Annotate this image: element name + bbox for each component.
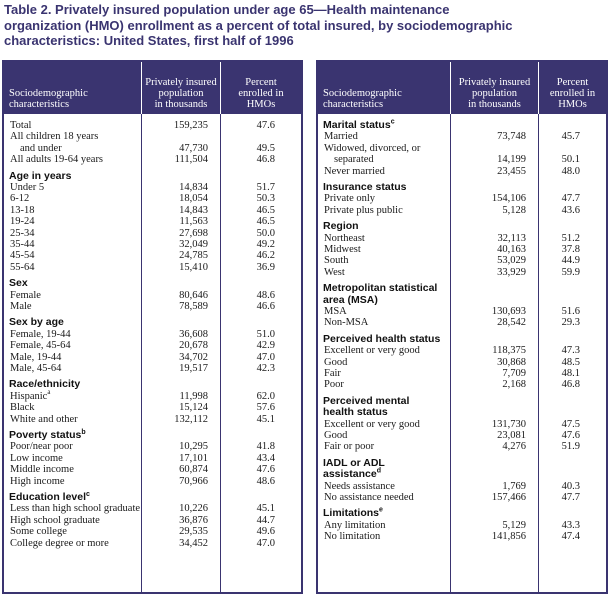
section-heading: [318, 182, 606, 193]
section-label: Perceived mental: [323, 394, 410, 407]
population-cell: 32,049: [179, 239, 208, 250]
row-label: Low income: [10, 452, 63, 464]
row-label: White and other: [10, 413, 78, 425]
table-row: [318, 357, 606, 368]
section-label: Education level: [9, 491, 87, 503]
table-row: [318, 205, 606, 216]
percent-cell: 47.4: [561, 531, 580, 543]
header-characteristics: Sociodemographic characteristics: [323, 88, 402, 110]
row-label: Poor: [324, 379, 344, 391]
percent-cell: 45.1: [256, 413, 275, 425]
title-line-2: organization (HMO) enrollment as a percent of total insured, by sociodemographic: [4, 17, 513, 33]
section-label: Race/ethnicity: [9, 378, 81, 391]
population-cell: 11,563: [179, 216, 208, 228]
table-row: [4, 388, 301, 402]
row-label: Male, 19-44: [10, 351, 62, 363]
footnote-marker: c: [390, 118, 395, 126]
row-label: Male, 45-64: [10, 363, 62, 374]
population-cell: 15,124: [179, 402, 208, 414]
table-row: [318, 368, 606, 379]
table-row: [4, 538, 301, 549]
footnote-marker: a: [47, 388, 51, 397]
table-row: [318, 193, 606, 204]
row-label: High income: [10, 475, 65, 487]
population-cell: 70,966: [179, 475, 208, 487]
row-label: Excellent or very good: [324, 418, 420, 430]
percent-cell: 51.0: [256, 328, 275, 340]
table-title: [4, 2, 604, 49]
row-label: Widowed, divorced, or: [324, 142, 421, 154]
row-label: Private only: [324, 193, 376, 205]
percent-cell: 46.8: [256, 154, 275, 166]
row-label: Less than high school graduate: [10, 503, 141, 515]
header-characteristics: Sociodemographic characteristics: [9, 88, 88, 110]
table-row: [4, 329, 301, 340]
section-label-wrap: [323, 469, 381, 480]
percent-cell: 51.2: [561, 232, 580, 244]
percent-cell: 44.7: [256, 514, 275, 526]
table-row: [318, 317, 606, 328]
percent-cell: 42.3: [256, 363, 275, 374]
row-label: Middle income: [10, 464, 74, 476]
table-row: [4, 414, 301, 425]
row-label: South: [324, 255, 349, 267]
table-row: [318, 233, 606, 244]
row-label: 19-24: [10, 216, 35, 228]
row-label: MSA: [324, 306, 347, 317]
table-row: [318, 345, 606, 356]
population-cell: 18,054: [179, 193, 208, 205]
percent-cell: 29.3: [561, 317, 580, 329]
table-row: [4, 239, 301, 250]
section-label: Marital status: [323, 119, 391, 131]
table-row: [4, 290, 301, 301]
section-heading: [318, 407, 606, 418]
footnote-marker: c: [86, 490, 90, 498]
footnote-marker: b: [81, 428, 86, 436]
table-row: [4, 352, 301, 363]
row-label: High school graduate: [10, 514, 100, 526]
population-cell: 159,235: [173, 120, 208, 131]
section-label: IADL or ADL: [323, 456, 385, 469]
section-heading: [4, 171, 301, 182]
table-row: [4, 131, 301, 142]
table-row: [4, 205, 301, 216]
section-label-wrap: [9, 430, 86, 441]
section-label: Sex: [9, 277, 28, 290]
row-label: 55-64: [10, 261, 35, 273]
population-cell: 157,466: [491, 492, 526, 503]
section-label: health status: [323, 406, 388, 419]
table-row: [4, 262, 301, 273]
section-heading: [318, 508, 606, 519]
percent-cell: 46.8: [561, 379, 580, 391]
table-row: [318, 244, 606, 255]
row-label: Midwest: [324, 244, 361, 255]
population-cell: 14,834: [179, 182, 208, 193]
section-label: Metropolitan statistical: [323, 282, 438, 295]
row-label: Fair or poor: [324, 441, 375, 453]
left-table-header: [4, 62, 301, 114]
row-label: 35-44: [10, 239, 35, 250]
table-row: [318, 255, 606, 266]
table-row: [4, 301, 301, 312]
row-label: 25-34: [10, 227, 35, 239]
population-cell: 20,678: [179, 340, 208, 352]
population-cell: 5,128: [502, 204, 526, 216]
percent-cell: 47.5: [561, 418, 580, 430]
percent-cell: 49.2: [256, 239, 275, 250]
table-row: [4, 228, 301, 239]
population-cell: 7,709: [502, 368, 526, 379]
population-cell: 154,106: [491, 193, 526, 205]
section-heading: [318, 334, 606, 345]
left-table-panel: [2, 60, 303, 594]
population-cell: 15,410: [179, 261, 208, 273]
percent-cell: 47.6: [256, 464, 275, 476]
percent-cell: 48.5: [561, 356, 580, 368]
table-row: [4, 250, 301, 261]
row-label: Poor/near poor: [10, 441, 73, 453]
row-label: Female, 45-64: [10, 340, 71, 352]
table-row: [4, 154, 301, 165]
percent-cell: 49.6: [256, 526, 275, 538]
percent-cell: 45.1: [256, 503, 275, 515]
section-label: Region: [323, 220, 359, 233]
row-label: and under: [20, 142, 62, 154]
percent-cell: 50.3: [256, 193, 275, 205]
section-label-wrap: [323, 120, 395, 131]
percent-cell: 50.0: [256, 227, 275, 239]
percent-cell: 62.0: [256, 390, 275, 402]
section-heading: [4, 492, 301, 503]
table-row: [318, 430, 606, 441]
header-percent: Percent enrolled in HMOs: [238, 77, 284, 110]
section-heading: [318, 283, 606, 294]
title-line-3: characteristics: United States, first half of 1996: [4, 33, 294, 48]
section-label: Sex by age: [9, 316, 64, 329]
percent-cell: 59.9: [561, 266, 580, 278]
table-row: [318, 143, 606, 154]
section-label: Poverty status: [9, 429, 82, 441]
population-cell: 118,375: [492, 345, 526, 357]
percent-cell: 50.1: [561, 154, 580, 166]
population-cell: 11,998: [179, 390, 208, 402]
table-row: [4, 216, 301, 227]
percent-cell: 45.7: [561, 131, 580, 143]
population-cell: 1,769: [502, 480, 526, 492]
table-row: [318, 154, 606, 165]
population-cell: 60,874: [179, 464, 208, 476]
right-table-panel: [316, 60, 608, 594]
row-label: Fair: [324, 368, 341, 379]
population-cell: 24,785: [179, 250, 208, 262]
population-cell: 73,748: [497, 131, 526, 143]
population-cell: 14,199: [497, 154, 526, 166]
population-cell: 53,029: [497, 255, 526, 267]
table-row: [318, 306, 606, 317]
population-cell: 23,455: [497, 165, 526, 177]
section-heading: [318, 469, 606, 480]
percent-cell: 43.6: [561, 204, 580, 216]
percent-cell: 42.9: [256, 340, 275, 352]
population-cell: 19,517: [179, 363, 208, 374]
table-row: [318, 166, 606, 177]
population-cell: 28,542: [497, 317, 526, 329]
table-row: [4, 441, 301, 452]
percent-cell: 47.7: [561, 492, 580, 503]
percent-cell: 49.5: [256, 142, 275, 154]
percent-cell: 46.2: [256, 250, 275, 262]
right-table-body: [318, 114, 606, 592]
section-heading: [318, 120, 606, 131]
table-row: [4, 340, 301, 351]
population-cell: 32,113: [497, 232, 526, 244]
row-label: Female: [10, 289, 41, 301]
row-label: Good: [324, 430, 348, 441]
section-heading: [318, 396, 606, 407]
section-label-wrap: [9, 492, 90, 503]
population-cell: 10,226: [179, 503, 208, 515]
header-population: Privately insured population in thousands: [145, 77, 217, 110]
row-label: Male: [10, 301, 32, 312]
population-cell: 47,730: [179, 142, 208, 154]
row-label: Good: [324, 356, 348, 368]
table-row: [4, 503, 301, 514]
section-label: Perceived health status: [323, 332, 441, 345]
population-cell: 40,163: [497, 244, 526, 255]
section-label: Insurance status: [323, 181, 407, 193]
section-label: assistance: [323, 468, 377, 481]
table-row: [4, 464, 301, 475]
percent-cell: 36.9: [256, 261, 275, 273]
footnote-marker: e: [379, 506, 383, 514]
population-cell: 111,504: [174, 154, 208, 166]
row-label: No limitation: [324, 531, 381, 543]
table-row: [318, 520, 606, 531]
left-table-body: [4, 114, 301, 592]
percent-cell: 57.6: [256, 402, 275, 414]
table-row: [4, 402, 301, 413]
row-label: Total: [10, 120, 32, 131]
table-row: [4, 453, 301, 464]
table-row: [4, 120, 301, 131]
table-row: [318, 267, 606, 278]
row-label: 13-18: [10, 204, 35, 216]
percent-cell: 43.4: [256, 452, 275, 464]
section-label-wrap: [323, 508, 383, 519]
percent-cell: 47.0: [256, 351, 275, 363]
percent-cell: 44.9: [561, 255, 580, 267]
population-cell: 23,081: [497, 430, 526, 441]
percent-cell: 51.7: [256, 182, 275, 193]
percent-cell: 41.8: [256, 441, 275, 453]
table-row: [4, 515, 301, 526]
row-label: separated: [334, 154, 374, 166]
row-label: Married: [324, 131, 358, 143]
percent-cell: 46.5: [256, 204, 275, 216]
percent-cell: 47.6: [256, 120, 275, 131]
table-row: [318, 441, 606, 452]
percent-cell: 48.6: [256, 289, 275, 301]
row-label: College degree or more: [10, 537, 109, 549]
row-label: Under 5: [10, 182, 45, 193]
row-label: Private plus public: [324, 204, 403, 216]
population-cell: 14,843: [179, 204, 208, 216]
row-label: Any limitation: [324, 519, 386, 531]
row-label: No assistance needed: [324, 492, 414, 503]
section-heading: [4, 430, 301, 441]
section-heading: [4, 278, 301, 289]
population-cell: 30,868: [497, 356, 526, 368]
percent-cell: 48.0: [561, 165, 580, 177]
population-cell: 36,876: [179, 514, 208, 526]
table-row: [4, 526, 301, 537]
population-cell: 10,295: [179, 441, 208, 453]
footnote-marker: d: [376, 467, 381, 475]
table-row: [4, 363, 301, 374]
population-cell: 34,452: [179, 537, 208, 549]
table-row: [318, 379, 606, 390]
population-cell: 2,168: [502, 379, 526, 391]
population-cell: 33,929: [497, 266, 526, 278]
population-cell: 141,856: [491, 531, 526, 543]
percent-cell: 48.1: [561, 368, 580, 379]
table-row: [318, 131, 606, 142]
header-percent: Percent enrolled in HMOs: [549, 77, 596, 110]
percent-cell: 43.3: [561, 519, 580, 531]
table-row: [4, 143, 301, 154]
table-row: [4, 182, 301, 193]
percent-cell: 47.7: [561, 193, 580, 205]
row-label: Non-MSA: [324, 317, 369, 329]
percent-cell: 37.8: [561, 244, 580, 255]
header-population: Privately insured population in thousands: [458, 77, 531, 110]
row-label: West: [324, 266, 345, 278]
row-label: Needs assistance: [324, 480, 395, 492]
population-cell: 80,646: [179, 289, 208, 301]
table-row: [4, 193, 301, 204]
table-row: [318, 419, 606, 430]
section-label: Age in years: [9, 169, 72, 182]
population-cell: 36,608: [179, 328, 208, 340]
row-label: Black: [10, 402, 35, 414]
percent-cell: 48.6: [256, 475, 275, 487]
row-label: All children 18 years: [10, 131, 99, 143]
population-cell: 5,129: [502, 519, 526, 531]
section-label: Limitations: [323, 507, 380, 520]
percent-cell: 47.3: [561, 345, 580, 357]
population-cell: 27,698: [179, 227, 208, 239]
population-cell: 130,693: [491, 306, 526, 317]
population-cell: 131,730: [491, 418, 526, 430]
title-line-1: Table 2. Privately insured population under age 65—Health maintenance: [4, 2, 450, 17]
row-label: Never married: [324, 165, 385, 177]
population-cell: 78,589: [179, 301, 208, 312]
population-cell: 34,702: [179, 351, 208, 363]
row-label: 45-54: [10, 250, 35, 262]
row-label: Excellent or very good: [324, 345, 420, 357]
right-table-header: [318, 62, 606, 114]
section-heading: [318, 295, 606, 306]
row-label: 6-12: [10, 193, 30, 205]
row-label: Female, 19-44: [10, 328, 71, 340]
population-cell: 4,276: [502, 441, 526, 453]
percent-cell: 47.6: [561, 430, 580, 441]
row-label: Hispanic: [10, 390, 48, 402]
table-row: [318, 531, 606, 542]
population-cell: 132,112: [174, 413, 208, 425]
row-label: Northeast: [324, 232, 365, 244]
percent-cell: 51.6: [561, 306, 580, 317]
table-row: [4, 476, 301, 487]
row-label: Some college: [10, 526, 67, 538]
section-heading: [318, 221, 606, 232]
table-row: [318, 481, 606, 492]
table-row: [318, 492, 606, 503]
section-heading: [4, 317, 301, 328]
row-label: All adults 19-64 years: [10, 154, 104, 166]
population-cell: 29,535: [179, 526, 208, 538]
percent-cell: 40.3: [561, 480, 580, 492]
percent-cell: 46.5: [256, 216, 275, 228]
population-cell: 17,101: [179, 452, 208, 464]
percent-cell: 46.6: [256, 301, 275, 312]
percent-cell: 51.9: [561, 441, 580, 453]
section-label: area (MSA): [323, 293, 378, 306]
percent-cell: 47.0: [256, 537, 275, 549]
